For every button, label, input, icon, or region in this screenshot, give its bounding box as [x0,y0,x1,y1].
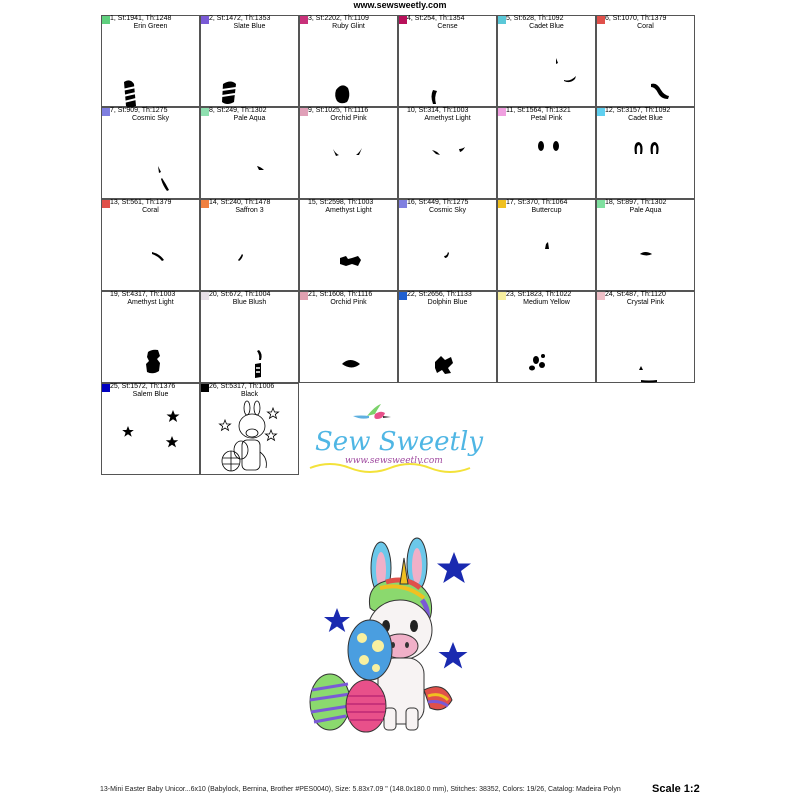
stitch-preview [201,32,300,107]
site-url[interactable]: www.sewsweetly.com [353,0,447,10]
thread-name: Buttercup [531,207,562,214]
color-stitch-info: 19, St:4317, Th:1003 [110,291,176,298]
thread-name: Cadet Blue [628,115,663,122]
thread-name: Crystal Pink [626,299,665,306]
thread-name: Orchid Pink [330,115,367,122]
stitch-preview [102,308,201,383]
color-stitch-info: 7, St:909, Th:1275 [110,107,168,114]
color-stitch-info: 12, St:3157, Th:1092 [605,107,671,114]
hummingbird-icon [353,404,391,419]
color-cell [200,15,299,107]
stitch-preview [102,32,201,107]
color-stitch-info: 10, St:314, Th:1003 [407,107,469,114]
color-stitch-info: 8, St:249, Th:1302 [209,107,267,114]
color-cell [101,107,200,199]
logo-wordmark: Sew Sweetly [315,427,484,457]
color-cell [200,383,299,475]
color-cell [101,383,200,475]
stitch-preview [300,124,399,199]
thread-name: Cosmic Sky [132,115,169,122]
stitch-preview [399,308,498,383]
color-cell [101,199,200,291]
stitch-preview [399,32,498,107]
color-cell [596,107,695,199]
sew-sweetly-logo [305,400,500,480]
color-stitch-info: 2, St:1472, Th:1353 [209,15,271,22]
thread-name: Erin Green [133,23,168,30]
thread-name: Coral [637,23,654,30]
thread-name: Cense [437,23,458,30]
color-stitch-info: 14, St:240, Th:1478 [209,199,271,206]
color-cell [200,107,299,199]
color-cell [101,15,200,107]
stitch-preview [498,124,597,199]
color-cell [497,15,596,107]
color-stitch-info: 3, St:2202, Th:1109 [308,15,369,22]
thread-name: Petal Pink [530,115,563,122]
color-stitch-info: 24, St:487, Th:1120 [605,291,666,298]
color-stitch-info: 13, St:561, Th:1379 [110,199,172,206]
stitch-preview [597,308,696,383]
stitch-preview [597,32,696,107]
stitch-preview [102,400,201,475]
color-stitch-info: 15, St:2598, Th:1003 [308,199,374,206]
stitch-preview [201,124,300,199]
stitch-preview [201,400,300,475]
color-cell [299,199,398,291]
thread-name: Blue Blush [232,299,267,306]
color-cell [596,15,695,107]
color-cell [497,291,596,383]
stitch-preview [300,32,399,107]
color-cell [200,199,299,291]
stitch-preview [300,308,399,383]
thread-name: Pale Aqua [233,115,266,122]
stitch-preview [498,308,597,383]
color-stitch-info: 4, St:254, Th:1354 [407,15,465,22]
color-stitch-info: 11, St:1564, Th:1321 [506,107,571,114]
color-stitch-info: 5, St:628, Th:1092 [506,15,564,22]
color-cell [497,107,596,199]
color-stitch-info: 17, St:370, Th:1064 [506,199,568,206]
stitch-preview [498,216,597,291]
color-cell [596,199,695,291]
color-stitch-info: 25, St:1572, Th:1376 [110,383,176,390]
logo-url: www.sewsweetly.com [345,456,443,466]
color-stitch-info: 23, St:1823, Th:1022 [506,291,572,298]
color-cell [596,291,695,383]
color-stitch-info: 16, St:449, Th:1275 [407,199,469,206]
stitch-preview [201,216,300,291]
color-cell [398,291,497,383]
stitch-preview [399,124,498,199]
stitch-preview [201,308,300,383]
design-preview [300,530,500,740]
color-stitch-info: 20, St:672, Th:1004 [209,291,271,298]
color-stitch-info: 26, St:5317, Th:1006 [209,383,275,390]
thread-name: Amethyst Light [325,207,372,214]
thread-name: Cosmic Sky [429,207,466,214]
color-stitch-info: 18, St:897, Th:1302 [605,199,667,206]
thread-name: Salem Blue [132,391,169,398]
color-cell [398,107,497,199]
stitch-preview [102,124,201,199]
thread-name: Ruby Glint [332,23,365,30]
thread-name: Amethyst Light [424,115,471,122]
thread-name: Saffron 3 [235,207,264,214]
color-stitch-info: 1, St:1941, Th:1248 [110,15,172,22]
stitch-preview [597,124,696,199]
thread-name: Black [240,391,259,398]
thread-name: Coral [142,207,159,214]
thread-name: Dolphin Blue [427,299,468,306]
design-info-footer: 13-Mini Easter Baby Unicor...6x10 (Babylock, Bernina, Brother #PES0040), Size: 5.83x7.09 " (148.0x180.0 mm), Stitches: 38352, Colors: 19/26, Catalog: Madeira Polyn [100,786,621,793]
color-cell [299,15,398,107]
stitch-preview [300,216,399,291]
stitch-preview [498,32,597,107]
color-cell [398,15,497,107]
thread-name: Amethyst Light [127,299,174,306]
color-cell [101,291,200,383]
thread-name: Slate Blue [233,23,266,30]
color-stitch-info: 6, St:1070, Th:1379 [605,15,667,22]
thread-name: Cadet Blue [529,23,564,30]
color-cell [200,291,299,383]
stitch-preview [102,216,201,291]
stitch-preview [597,216,696,291]
thread-name: Medium Yellow [523,299,570,306]
thread-name: Orchid Pink [330,299,367,306]
color-cell [299,107,398,199]
scale-label: Scale 1:2 [652,783,700,795]
thread-name: Pale Aqua [629,207,662,214]
color-stitch-info: 21, St:1608, Th:1116 [308,291,373,298]
color-stitch-info: 22, St:2656, Th:1133 [407,291,472,298]
color-cell [497,199,596,291]
color-cell [299,291,398,383]
color-cell [398,199,497,291]
stitch-preview [399,216,498,291]
color-stitch-info: 9, St:1025, Th:1116 [308,107,369,114]
